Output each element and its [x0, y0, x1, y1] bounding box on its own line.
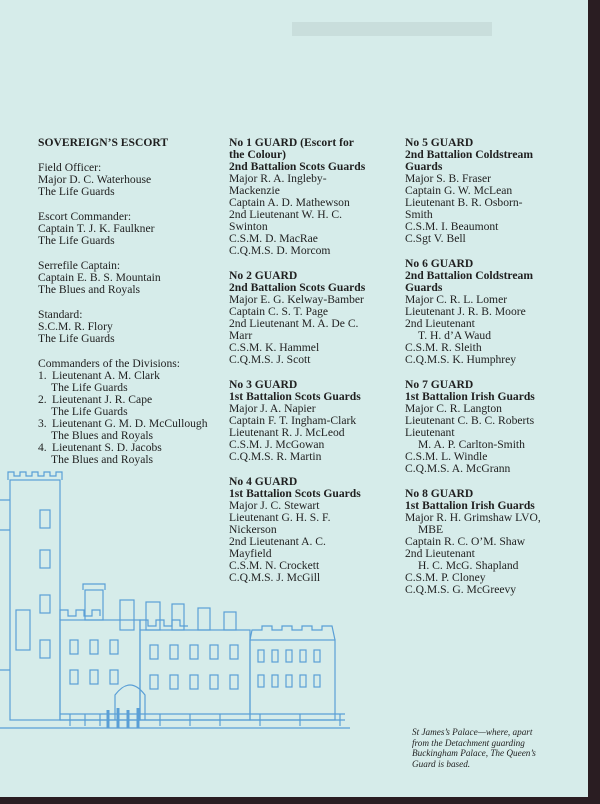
member-line: Mayfield	[229, 547, 272, 560]
caption-line: St James’s Palace—where, apart	[412, 727, 533, 737]
division-commanders-block	[38, 358, 223, 466]
member-line: 2nd Lieutenant A. C.	[229, 535, 326, 548]
member-line: C.S.M. D. MacRae	[229, 232, 318, 245]
member-line: Swinton	[229, 220, 268, 233]
guard-3-block	[229, 379, 405, 463]
member-line: T. H. d’A Waud	[418, 329, 492, 342]
member-line: Lieutenant R. J. McLeod	[229, 426, 345, 439]
person-name: Captain E. B. S. Mountain	[38, 271, 161, 284]
member-line: H. C. McG. Shapland	[418, 559, 519, 572]
battalion-heading: 2nd Battalion Coldstream	[405, 269, 533, 282]
member-line: C.Sgt V. Bell	[405, 232, 466, 245]
role-label: Serrefile Captain:	[38, 259, 121, 272]
commander-item: 2. Lieutenant J. R. Cape	[38, 393, 153, 406]
member-line: Captain C. S. T. Page	[229, 305, 329, 318]
guard-heading: the Colour)	[229, 148, 286, 161]
member-line: M. A. P. Carlton-Smith	[418, 438, 525, 451]
section-title: SOVEREIGN’S ESCORT	[38, 136, 169, 149]
guard-1-block	[229, 137, 405, 257]
member-line: C.Q.M.S. A. McGrann	[405, 462, 511, 475]
member-line: C.Q.M.S. J. McGill	[229, 571, 321, 584]
field-officer-block	[38, 162, 223, 198]
member-line: Major R. H. Grimshaw LVO,	[405, 511, 541, 524]
guard-8-block	[405, 488, 585, 596]
standard-block	[38, 309, 223, 345]
member-line: Smith	[405, 208, 433, 221]
member-line: C.Q.M.S. K. Humphrey	[405, 353, 517, 366]
member-line: 2nd Lieutenant W. H. C.	[229, 208, 343, 221]
guard-heading: No 8 GUARD	[405, 487, 474, 500]
member-line: C.Q.M.S. J. Scott	[229, 353, 311, 366]
member-line: Lieutenant J. R. B. Moore	[405, 305, 526, 318]
tower-battlements	[8, 472, 62, 480]
regiment: The Life Guards	[51, 405, 128, 418]
member-line: C.S.M. N. Crockett	[229, 559, 320, 572]
member-line: Major S. B. Fraser	[405, 172, 491, 185]
battalion-heading: Guards	[405, 281, 443, 294]
regiment: The Blues and Royals	[51, 429, 154, 442]
commander-item: 4. Lieutenant S. D. Jacobs	[38, 441, 162, 454]
guard-heading: No 2 GUARD	[229, 269, 298, 282]
battalion-heading: 2nd Battalion Scots Guards	[229, 281, 366, 294]
guard-heading: No 5 GUARD	[405, 136, 474, 149]
member-line: 2nd Lieutenant M. A. De C.	[229, 317, 359, 330]
commander-item: 1. Lieutenant A. M. Clark	[38, 369, 160, 382]
role-label: Standard:	[38, 308, 83, 321]
member-line: Lieutenant C. B. C. Roberts	[405, 414, 535, 427]
guard-6-block	[405, 258, 585, 366]
battalion-heading: 1st Battalion Scots Guards	[229, 487, 361, 500]
member-line: C.S.M. P. Cloney	[405, 571, 486, 584]
role-label: Field Officer:	[38, 161, 102, 174]
member-line: Captain R. C. O’M. Shaw	[405, 535, 526, 548]
member-line: C.Q.M.S. D. Morcom	[229, 244, 331, 257]
member-line: Major E. G. Kelway-Bamber	[229, 293, 364, 306]
member-line: Lieutenant	[405, 426, 455, 439]
role-label: Escort Commander:	[38, 210, 132, 223]
member-line: C.S.M. L. Windle	[405, 450, 488, 463]
member-line: 2nd Lieutenant	[405, 547, 475, 560]
member-line: C.Q.M.S. G. McGreevy	[405, 583, 517, 596]
member-line: C.S.M. I. Beaumont	[405, 220, 499, 233]
faint-bleed-through	[292, 22, 492, 36]
guard-2-block	[229, 270, 405, 366]
guards-5-8-column	[405, 137, 585, 596]
battalion-heading: 1st Battalion Scots Guards	[229, 390, 361, 403]
serrefile-captain-block	[38, 260, 223, 296]
person-name: S.C.M. R. Flory	[38, 320, 113, 333]
member-line: Mackenzie	[229, 184, 280, 197]
member-line: C.S.M. J. McGowan	[229, 438, 325, 451]
guard-7-block	[405, 379, 585, 475]
member-line: C.S.M. R. Sleith	[405, 341, 482, 354]
member-line: MBE	[418, 523, 444, 536]
palace-sketch	[0, 470, 360, 750]
battalion-heading: 2nd Battalion Coldstream	[405, 148, 533, 161]
member-line: C.Q.M.S. R. Martin	[229, 450, 322, 463]
illustration-caption	[412, 727, 582, 769]
member-line: Major R. A. Ingleby-	[229, 172, 327, 185]
member-line: Lieutenant B. R. Osborn-	[405, 196, 523, 209]
role-label: Commanders of the Divisions:	[38, 357, 181, 370]
member-line: Major J. A. Napier	[229, 402, 316, 415]
regiment: The Blues and Royals	[38, 283, 141, 296]
guard-heading: No 7 GUARD	[405, 378, 474, 391]
caption-line: from the Detachment guarding	[412, 737, 525, 748]
member-line: Major C. R. Langton	[405, 402, 502, 415]
guard-heading: No 4 GUARD	[229, 475, 298, 488]
person-name: Major D. C. Waterhouse	[38, 173, 152, 186]
regiment: The Life Guards	[38, 234, 115, 247]
guardsmen-figures	[108, 708, 138, 728]
regiment: The Life Guards	[51, 381, 128, 394]
sovereigns-escort-column	[38, 137, 223, 466]
regiment: The Life Guards	[38, 332, 115, 345]
member-line: Major C. R. L. Lomer	[405, 293, 508, 306]
guard-heading: No 6 GUARD	[405, 257, 474, 270]
battalion-heading: 1st Battalion Irish Guards	[405, 390, 535, 403]
escort-commander-block	[38, 211, 223, 247]
battalion-heading: Guards	[405, 160, 443, 173]
member-line: Captain G. W. McLean	[405, 184, 513, 197]
guard-5-block	[405, 137, 585, 245]
person-name: Captain T. J. K. Faulkner	[38, 222, 155, 235]
member-line: Major J. C. Stewart	[229, 499, 320, 512]
caption-line: Guard is based.	[412, 758, 471, 769]
commander-item: 3. Lieutenant G. M. D. McCullough	[38, 417, 208, 430]
member-line: 2nd Lieutenant	[405, 317, 475, 330]
tower-shape	[10, 480, 60, 720]
member-line: Captain A. D. Mathewson	[229, 196, 350, 209]
member-line: Marr	[229, 329, 253, 342]
guard-heading: No 1 GUARD (Escort for	[229, 136, 354, 149]
battalion-heading: 2nd Battalion Scots Guards	[229, 160, 366, 173]
regiment: The Blues and Royals	[51, 453, 154, 466]
guard-heading: No 3 GUARD	[229, 378, 298, 391]
caption-line: Buckingham Palace, The Queen’s	[412, 748, 536, 758]
member-line: Lieutenant G. H. S. F.	[229, 511, 331, 524]
member-line: Nickerson	[229, 523, 277, 536]
battalion-heading: 1st Battalion Irish Guards	[405, 499, 535, 512]
member-line: C.S.M. K. Hammel	[229, 341, 320, 354]
regiment: The Life Guards	[38, 185, 115, 198]
member-line: Captain F. T. Ingham-Clark	[229, 414, 357, 427]
